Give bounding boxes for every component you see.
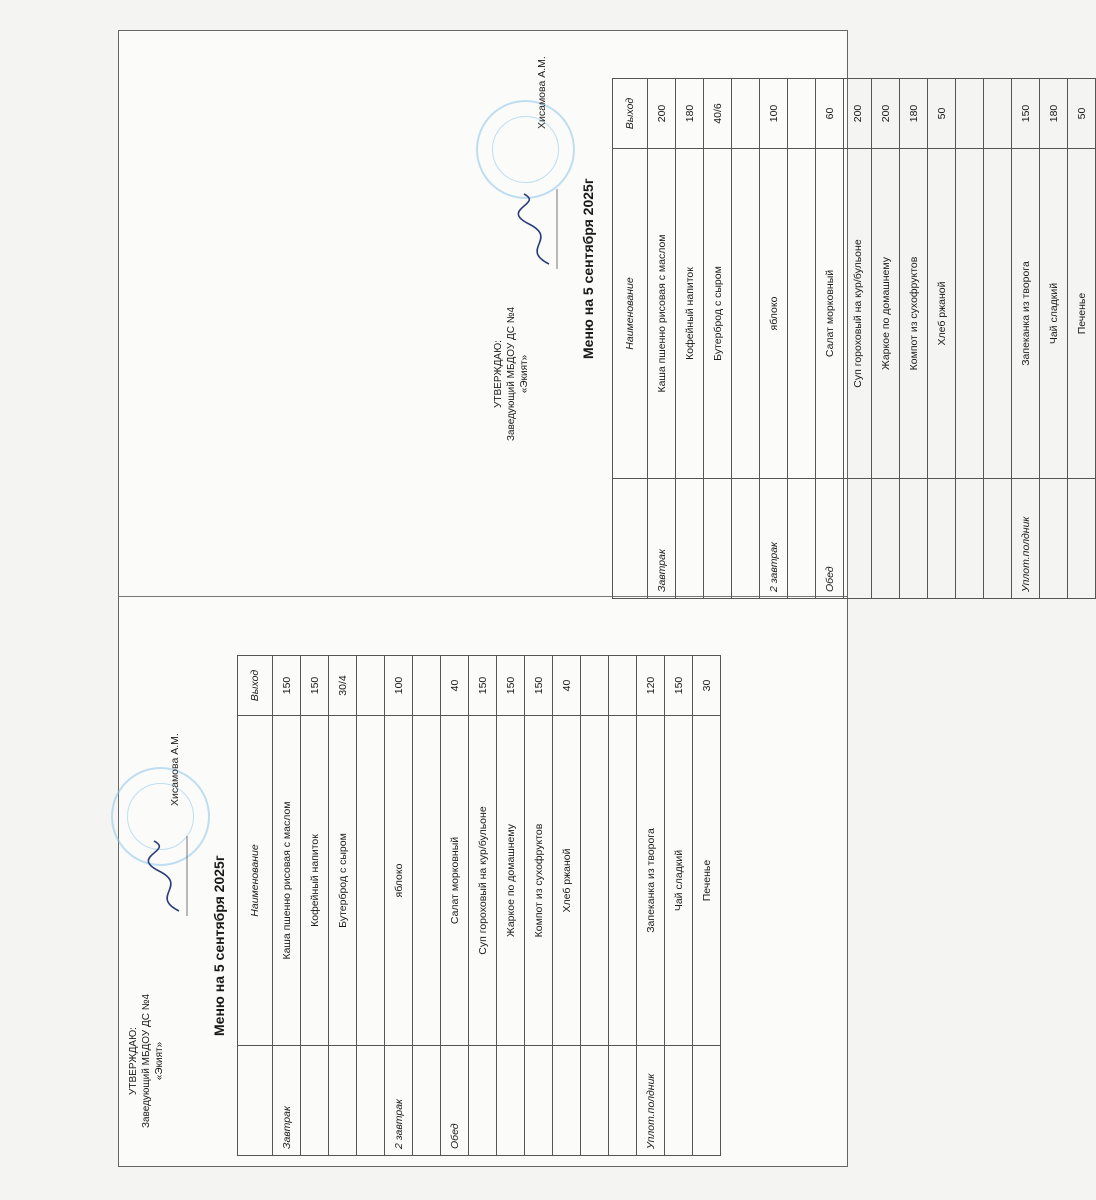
meal-cell: Обед (816, 479, 844, 599)
dish-cell (609, 716, 637, 1046)
table-row (469, 656, 497, 1156)
header-name: Наименование (613, 149, 648, 479)
yield-cell: 150 (525, 656, 553, 716)
table-row (497, 656, 525, 1156)
table-row (984, 79, 1012, 599)
table-row (553, 656, 581, 1156)
meal-cell (1040, 479, 1068, 599)
yield-cell: 150 (301, 656, 329, 716)
yield-cell: 200 (844, 79, 872, 149)
table-row (928, 79, 956, 599)
approval-line: Заведующий МБДОУ ДС №4 (141, 993, 152, 1129)
meal-cell (1068, 479, 1096, 599)
header-meal (613, 479, 648, 599)
meal-cell: 2 завтрак (385, 1046, 413, 1156)
yield-cell: 40 (553, 656, 581, 716)
approval-line: Заведующий МБДОУ ДС №4 (506, 306, 517, 442)
approval-block (127, 986, 166, 1136)
signer-name: Хисамова А.М. (169, 733, 181, 806)
table-header-row (238, 656, 273, 1156)
dish-cell: Кофейный напиток (301, 716, 329, 1046)
yield-cell (581, 656, 609, 716)
table-row (760, 79, 788, 599)
menu-table (612, 78, 1096, 599)
dish-cell: Салат морковный (816, 149, 844, 479)
dish-cell: Чай сладкий (665, 716, 693, 1046)
table-row (900, 79, 928, 599)
meal-cell (497, 1046, 525, 1156)
meal-cell: Обед (441, 1046, 469, 1156)
table-row (637, 656, 665, 1156)
meal-cell (581, 1046, 609, 1156)
table-row (956, 79, 984, 599)
table-row (816, 79, 844, 599)
yield-cell: 150 (665, 656, 693, 716)
header-name: Наименование (238, 716, 273, 1046)
table-row (693, 656, 721, 1156)
dish-cell: Жаркое по домашнему (872, 149, 900, 479)
meal-cell (984, 479, 1012, 599)
signature-mark (509, 189, 569, 269)
dish-cell: Кофейный напиток (676, 149, 704, 479)
yield-cell: 150 (469, 656, 497, 716)
dish-cell (357, 716, 385, 1046)
meal-cell (732, 479, 760, 599)
table-row (273, 656, 301, 1156)
dish-cell: Чай сладкий (1040, 149, 1068, 479)
table-row (732, 79, 760, 599)
meal-cell (956, 479, 984, 599)
dish-cell: яблоко (385, 716, 413, 1046)
dish-cell (788, 149, 816, 479)
dish-cell: яблоко (760, 149, 788, 479)
meal-cell (900, 479, 928, 599)
dish-cell (732, 149, 760, 479)
table-header-row (613, 79, 648, 599)
table-row (329, 656, 357, 1156)
meal-cell (844, 479, 872, 599)
yield-cell: 200 (648, 79, 676, 149)
meal-cell (413, 1046, 441, 1156)
table-row (1012, 79, 1040, 599)
header-yield: Выход (238, 656, 273, 716)
table-row (676, 79, 704, 599)
meal-cell (609, 1046, 637, 1156)
table-row (1040, 79, 1068, 599)
meal-cell (676, 479, 704, 599)
header-yield: Выход (613, 79, 648, 149)
header-meal (238, 1046, 273, 1156)
meal-cell (301, 1046, 329, 1156)
dish-cell: Компот из сухофруктов (525, 716, 553, 1046)
yield-cell: 200 (872, 79, 900, 149)
dish-cell (956, 149, 984, 479)
meal-cell: Уплот.полдник (637, 1046, 665, 1156)
yield-cell: 30/4 (329, 656, 357, 716)
dish-cell: Суп гороховый на кур/бульоне (469, 716, 497, 1046)
yield-cell (609, 656, 637, 716)
meal-cell (329, 1046, 357, 1156)
stamp-seal (476, 100, 575, 199)
dish-cell: Каша пшенно рисовая с маслом (648, 149, 676, 479)
dish-cell: Запеканка из творога (1012, 149, 1040, 479)
meal-cell (553, 1046, 581, 1156)
yield-cell (413, 656, 441, 716)
yield-cell: 40/6 (704, 79, 732, 149)
table-row (872, 79, 900, 599)
table-row (301, 656, 329, 1156)
meal-cell (872, 479, 900, 599)
table-row (581, 656, 609, 1156)
dish-cell: Бутерброд с сыром (704, 149, 732, 479)
yield-cell (357, 656, 385, 716)
yield-cell (788, 79, 816, 149)
yield-cell: 60 (816, 79, 844, 149)
dish-cell: Бутерброд с сыром (329, 716, 357, 1046)
dish-cell: Хлеб ржаной (928, 149, 956, 479)
yield-cell (984, 79, 1012, 149)
menu-table (237, 655, 721, 1156)
dish-cell: Печенье (693, 716, 721, 1046)
menu-sheet (118, 30, 1088, 1167)
table-row (704, 79, 732, 599)
table-row (385, 656, 413, 1156)
meal-cell (928, 479, 956, 599)
table-row (357, 656, 385, 1156)
yield-cell: 100 (385, 656, 413, 716)
approval-line: УТВЕРЖДАЮ: (128, 1027, 139, 1095)
yield-cell: 100 (760, 79, 788, 149)
dish-cell: Каша пшенно рисовая с маслом (273, 716, 301, 1046)
table-row (525, 656, 553, 1156)
meal-cell: Завтрак (273, 1046, 301, 1156)
yield-cell: 180 (676, 79, 704, 149)
yield-cell (732, 79, 760, 149)
meal-cell: 2 завтрак (760, 479, 788, 599)
yield-cell: 180 (1040, 79, 1068, 149)
dish-cell (413, 716, 441, 1046)
table-row (413, 656, 441, 1156)
yield-cell: 150 (273, 656, 301, 716)
yield-cell: 50 (928, 79, 956, 149)
table-row (1068, 79, 1096, 599)
meal-cell (357, 1046, 385, 1156)
dish-cell: Жаркое по домашнему (497, 716, 525, 1046)
meal-cell (693, 1046, 721, 1156)
yield-cell: 150 (1012, 79, 1040, 149)
table-row (609, 656, 637, 1156)
meal-cell (788, 479, 816, 599)
dish-cell: Салат морковный (441, 716, 469, 1046)
approval-line: «Экият» (154, 1041, 165, 1081)
table-row (441, 656, 469, 1156)
yield-cell: 180 (900, 79, 928, 149)
dish-cell: Хлеб ржаной (553, 716, 581, 1046)
yield-cell: 120 (637, 656, 665, 716)
approval-line: «Экият» (519, 354, 530, 394)
signature-mark (139, 836, 199, 916)
yield-cell: 150 (497, 656, 525, 716)
table-row (788, 79, 816, 599)
menu-title: Меню на 5 сентября 2025г (580, 178, 596, 359)
yield-cell (956, 79, 984, 149)
yield-cell: 30 (693, 656, 721, 716)
signer-name: Хисамова А.М. (536, 56, 548, 129)
yield-cell: 50 (1068, 79, 1096, 149)
approval-block (492, 299, 531, 449)
dish-cell: Запеканка из творога (637, 716, 665, 1046)
dish-cell: Суп гороховый на кур/бульоне (844, 149, 872, 479)
table-row (648, 79, 676, 599)
dish-cell: Печенье (1068, 149, 1096, 479)
table-row (665, 656, 693, 1156)
meal-cell (704, 479, 732, 599)
meal-cell (469, 1046, 497, 1156)
approval-line: УТВЕРЖДАЮ: (493, 340, 504, 408)
menu-panel-2 (484, 0, 1088, 599)
meal-cell (665, 1046, 693, 1156)
meal-cell (525, 1046, 553, 1156)
dish-cell: Компот из сухофруктов (900, 149, 928, 479)
dish-cell (581, 716, 609, 1046)
meal-cell: Завтрак (648, 479, 676, 599)
table-row (844, 79, 872, 599)
menu-title: Меню на 5 сентября 2025г (211, 855, 227, 1036)
yield-cell: 40 (441, 656, 469, 716)
dish-cell (984, 149, 1012, 479)
meal-cell: Уплот.полдник (1012, 479, 1040, 599)
